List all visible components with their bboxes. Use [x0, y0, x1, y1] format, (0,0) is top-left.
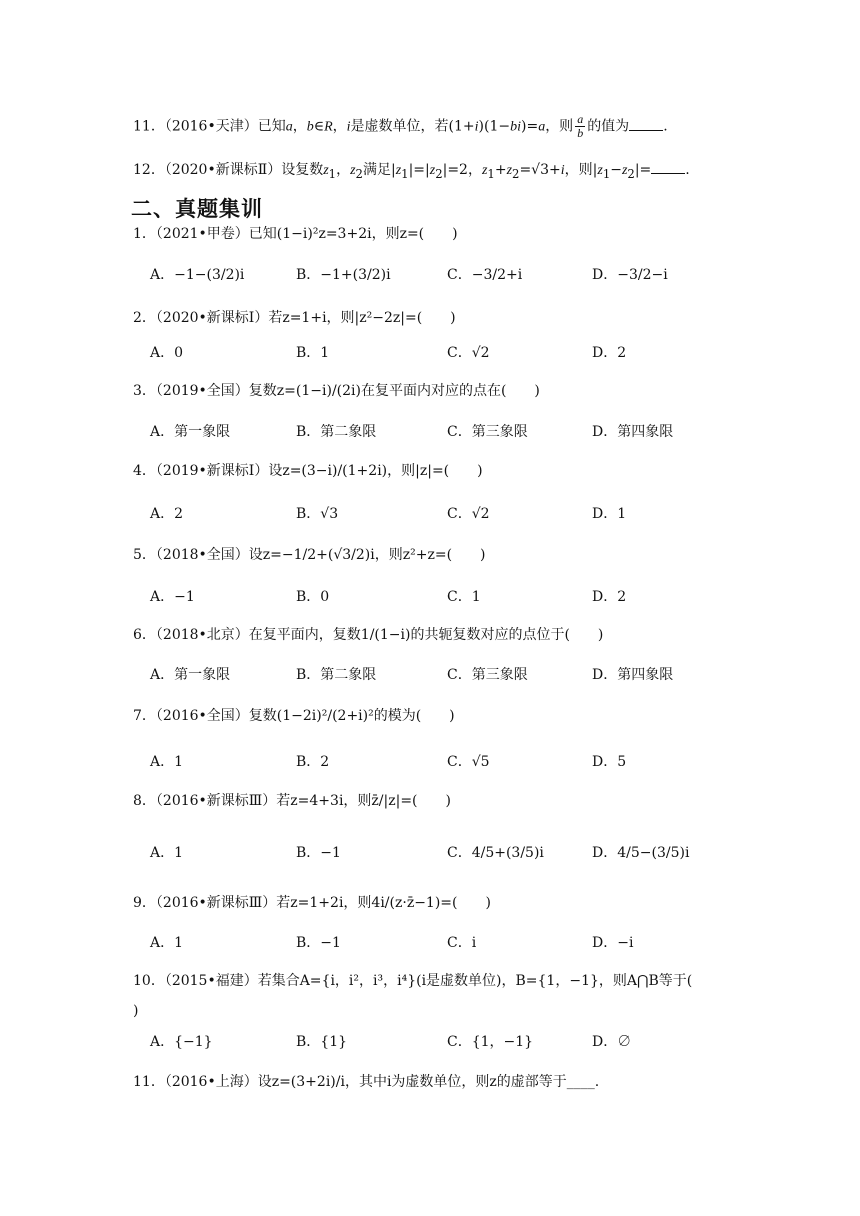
option-a: A．2: [150, 506, 184, 522]
question-8-stem: 8．（2016•新课标Ⅲ）若z=4+3i，则z̄/|z|=( ): [133, 793, 451, 809]
option-c: C．{1，−1}: [447, 1034, 534, 1050]
question-5-options: [150, 586, 770, 610]
option-a: A．第一象限: [150, 424, 231, 440]
question-11-tianjin: 11．（2016•天津）已知a，b∈R，i是虚数单位，若(1+i)(1−bi)=a，则 $\frac{a}{b}$ 的值为 .: [133, 112, 668, 140]
option-a: A．1: [150, 845, 184, 861]
option-a: A．{−1}: [150, 1034, 213, 1050]
question-5: [133, 545, 486, 565]
question-2-stem: 2．（2020•新课标Ⅰ）若z=1+i，则|z²−2z|=( ): [133, 310, 456, 326]
option-c: C．1: [447, 589, 481, 605]
question-11-shanghai: [133, 1072, 599, 1092]
question-7-options: [150, 751, 770, 775]
question-8-options: [150, 842, 770, 866]
option-c: C．i: [447, 935, 477, 951]
question-2: [133, 308, 456, 328]
question-1: [133, 224, 458, 244]
option-d: D．2: [592, 345, 627, 361]
question-9-options: [150, 932, 770, 956]
question-9-stem: 9．（2016•新课标Ⅲ）若z=1+2i，则4i/(z·z̄−1)=( ): [133, 895, 491, 911]
option-b: B．−1: [296, 845, 341, 861]
option-d: D．第四象限: [592, 667, 674, 683]
option-d: D．5: [592, 754, 627, 770]
option-b: B．−1: [296, 935, 341, 951]
option-d: D．2: [592, 589, 627, 605]
option-b: B．√3: [296, 506, 339, 522]
question-1-options: [150, 264, 770, 288]
option-b: B．第二象限: [296, 424, 377, 440]
option-b: B．0: [296, 589, 330, 605]
option-b: B．{1}: [296, 1034, 348, 1050]
option-d: D．∅: [592, 1034, 632, 1050]
option-c: C．√2: [447, 345, 490, 361]
option-a: A．0: [150, 345, 184, 361]
question-4-stem: 4．（2019•新课标Ⅰ）设z=(3−i)/(1+2i)，则|z|=( ): [133, 463, 483, 479]
question-9: [133, 893, 491, 913]
question-10-continued: [133, 1001, 138, 1021]
question-7: [133, 706, 455, 726]
question-3: [133, 381, 540, 401]
question-10-stem-cont: ): [133, 1003, 139, 1019]
option-a: A．第一象限: [150, 667, 231, 683]
question-6-options: [150, 664, 770, 688]
question-2-options: [150, 342, 770, 366]
question-11-stem: 11．（2016•上海）设z=(3+2i)/i，其中i为虚数单位，则z的虚部等于____.: [133, 1074, 600, 1090]
option-d: D．第四象限: [592, 424, 674, 440]
option-d: D．−3/2−i: [592, 267, 668, 283]
option-a: A．1: [150, 935, 184, 951]
option-a: A．1: [150, 754, 184, 770]
option-b: B．−1+(3/2)i: [296, 267, 391, 283]
option-a: A．−1: [150, 589, 195, 605]
question-6: [133, 625, 603, 645]
question-4-options: [150, 503, 770, 527]
option-c: C．√2: [447, 506, 490, 522]
question-3-options: [150, 421, 770, 445]
question-10: [133, 971, 692, 991]
question-10-options: [150, 1031, 770, 1055]
option-d: D．4/5−(3/5)i: [592, 845, 690, 861]
option-c: C．第三象限: [447, 424, 528, 440]
option-b: B．2: [296, 754, 330, 770]
question-7-stem: 7．（2016•全国）复数(1−2i)²/(2+i)²的模为( ): [133, 708, 455, 724]
question-8: [133, 791, 451, 811]
option-c: C．−3/2+i: [447, 267, 523, 283]
option-d: D．1: [592, 506, 627, 522]
option-b: B．第二象限: [296, 667, 377, 683]
question-6-stem: 6．（2018•北京）在复平面内，复数1/(1−i)的共轭复数对应的点位于( ): [133, 627, 604, 643]
option-a: A．−1−(3/2)i: [150, 267, 245, 283]
question-10-stem: 10．（2015•福建）若集合A={i，i²，i³，i⁴}(i是虚数单位)，B={1，−1}，则A⋂B等于(: [133, 973, 693, 989]
question-1-stem: 1．（2021•甲卷）已知(1−i)²z=3+2i，则z=( ): [133, 226, 458, 242]
question-4: [133, 461, 483, 481]
option-c: C．4/5+(3/5)i: [447, 845, 544, 861]
question-5-stem: 5．（2018•全国）设z=−1/2+(√3/2)i，则z²+z=( ): [133, 547, 486, 563]
option-c: C．第三象限: [447, 667, 528, 683]
section-title: 二、真题集训: [131, 197, 263, 221]
question-12-xinkebiao2: 12．（2020•新课标Ⅱ）设复数$z_1$，$z_2$满足$|z_1|=|z_2|=2$，$z_1+z_2=√3+i$，则$|z_1-z_2|=$ .: [133, 162, 690, 181]
option-b: B．1: [296, 345, 330, 361]
option-d: D．−i: [592, 935, 634, 951]
question-3-stem: 3．（2019•全国）复数z=(1−i)/(2i)在复平面内对应的点在( ): [133, 383, 540, 399]
option-c: C．√5: [447, 754, 490, 770]
